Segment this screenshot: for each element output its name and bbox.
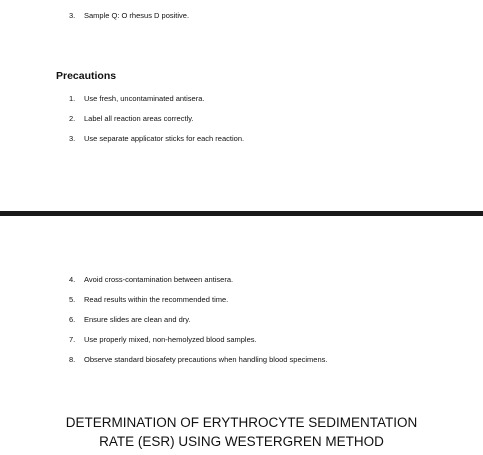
list-item — [69, 133, 244, 153]
list-item-text: Label all reaction areas correctly. — [84, 114, 194, 123]
list-item-text: Use properly mixed, non-hemolyzed blood samples. — [84, 335, 257, 344]
list-item-number: 7. — [69, 335, 76, 344]
precautions-heading: Precautions — [56, 70, 117, 82]
list-item-number: 1. — [69, 94, 76, 103]
list-item-text: Sample Q: O rhesus D positive. — [84, 11, 190, 20]
list-item — [69, 354, 327, 374]
list-item — [69, 113, 244, 133]
list-item — [69, 274, 327, 294]
list-item-text: Read results within the recommended time. — [84, 295, 229, 304]
section-title — [0, 413, 483, 451]
precautions-list-page1 — [69, 93, 244, 153]
list-item-text: Avoid cross-contamination between antisera. — [84, 275, 234, 284]
list-item — [69, 93, 244, 113]
list-item-text: Use separate applicator sticks for each reaction. — [84, 134, 245, 143]
list-item — [69, 314, 327, 334]
list-item-number: 2. — [69, 114, 76, 123]
list-item — [69, 294, 327, 314]
list-item — [69, 334, 327, 354]
list-item-number: 6. — [69, 315, 76, 324]
list-item-number: 3. — [69, 134, 76, 143]
list-item-number: 4. — [69, 275, 76, 284]
list-item-number: 5. — [69, 295, 76, 304]
list-item-number: 3. — [69, 11, 76, 20]
list-item-text: Use fresh, uncontaminated antisera. — [84, 94, 205, 103]
list-item — [69, 10, 189, 21]
list-item-text: Observe standard biosafety precautions when handling blood specimens. — [84, 355, 328, 364]
precautions-list-page2 — [69, 274, 327, 374]
section-title-line1: DETERMINATION OF ERYTHROCYTE SEDIMENTATION — [65, 415, 418, 430]
page-break-divider — [0, 211, 483, 216]
section-title-line2: RATE (ESR) USING WESTERGREN METHOD — [99, 434, 384, 449]
list-item-number: 8. — [69, 355, 76, 364]
list-item-text: Ensure slides are clean and dry. — [84, 315, 191, 324]
